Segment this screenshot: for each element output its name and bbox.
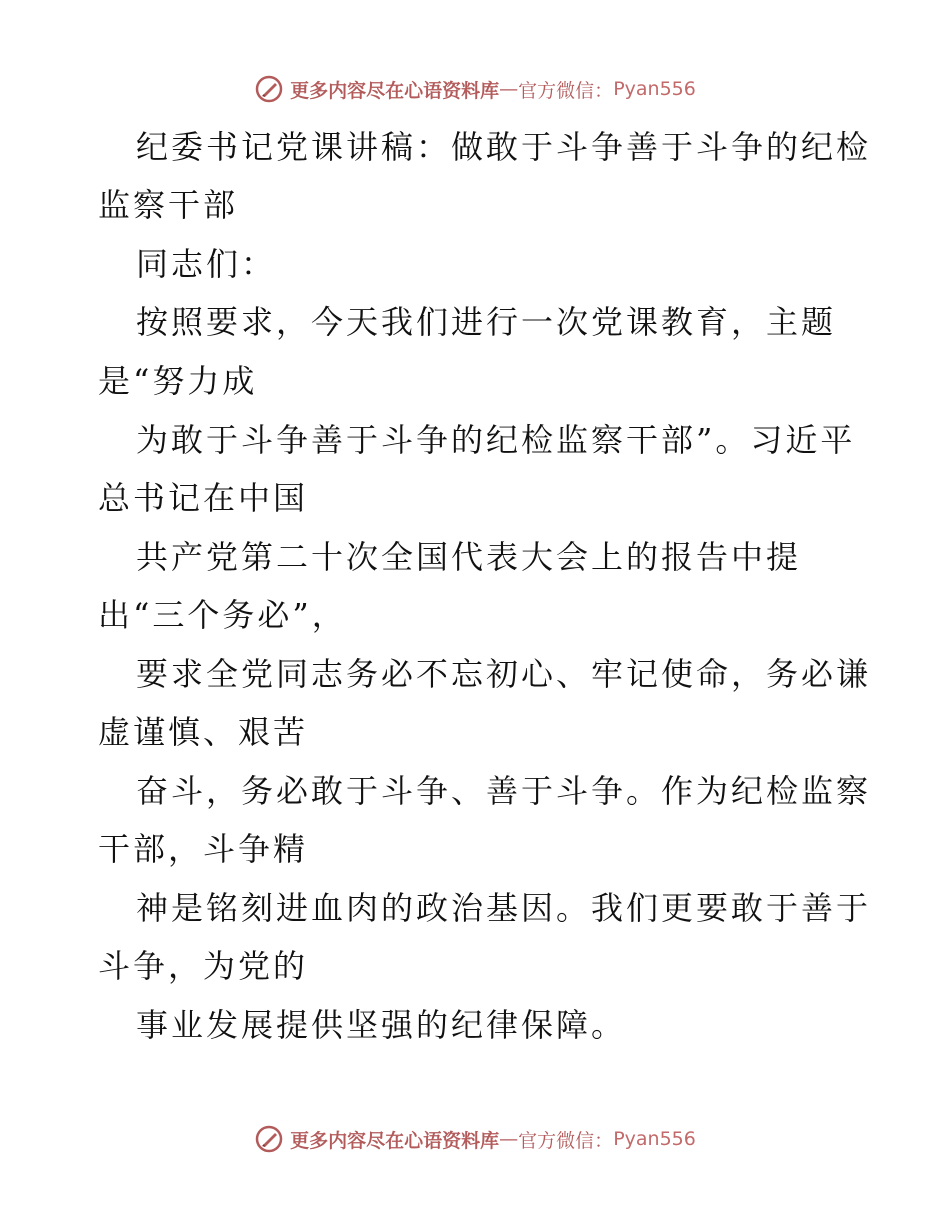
footer-watermark [0, 1124, 950, 1154]
header-watermark [0, 74, 950, 104]
doc-title-line-1: 纪委书记党课讲稿：做敢于斗争善于斗争的纪检 [136, 128, 872, 166]
doc-line: 干部，斗争精 [98, 830, 309, 868]
watermark-dash: — [499, 78, 519, 100]
watermark-lead: 更多内容尽在心语资料库 [290, 1129, 500, 1152]
watermark-wechat-id: Pyan556 [613, 1128, 696, 1150]
watermark-wechat-label: 官方微信： [518, 79, 614, 102]
pen-seal-icon [254, 1124, 284, 1154]
doc-line: 奋斗，务必敢于斗争、善于斗争。作为纪检监察 [136, 772, 872, 810]
doc-line: 斗争，为党的 [98, 947, 309, 985]
doc-salutation: 同志们： [136, 245, 277, 283]
watermark-wechat-label: 官方微信： [518, 1129, 614, 1152]
doc-line: 是“努力成 [98, 362, 258, 400]
watermark-wechat-id: Pyan556 [613, 78, 696, 100]
watermark-lead: 更多内容尽在心语资料库 [290, 79, 500, 102]
doc-line: 事业发展提供坚强的纪律保障。 [136, 1006, 627, 1044]
doc-title-line-2: 监察干部 [98, 186, 239, 224]
watermark-dash: — [499, 1128, 519, 1150]
doc-line: 出“三个务必”， [98, 596, 347, 634]
doc-line: 共产党第二十次全国代表大会上的报告中提 [136, 538, 802, 576]
doc-line: 要求全党同志务必不忘初心、牢记使命，务必谦 [136, 655, 872, 693]
doc-line: 为敢于斗争善于斗争的纪检监察干部”。习近平 [136, 421, 856, 459]
pen-seal-icon [254, 74, 284, 104]
doc-line: 总书记在中国 [98, 479, 309, 517]
doc-line: 按照要求，今天我们进行一次党课教育，主题 [136, 303, 837, 341]
doc-line: 神是铭刻进血肉的政治基因。我们更要敢于善于 [136, 889, 872, 927]
doc-line: 虚谨慎、艰苦 [98, 713, 309, 751]
